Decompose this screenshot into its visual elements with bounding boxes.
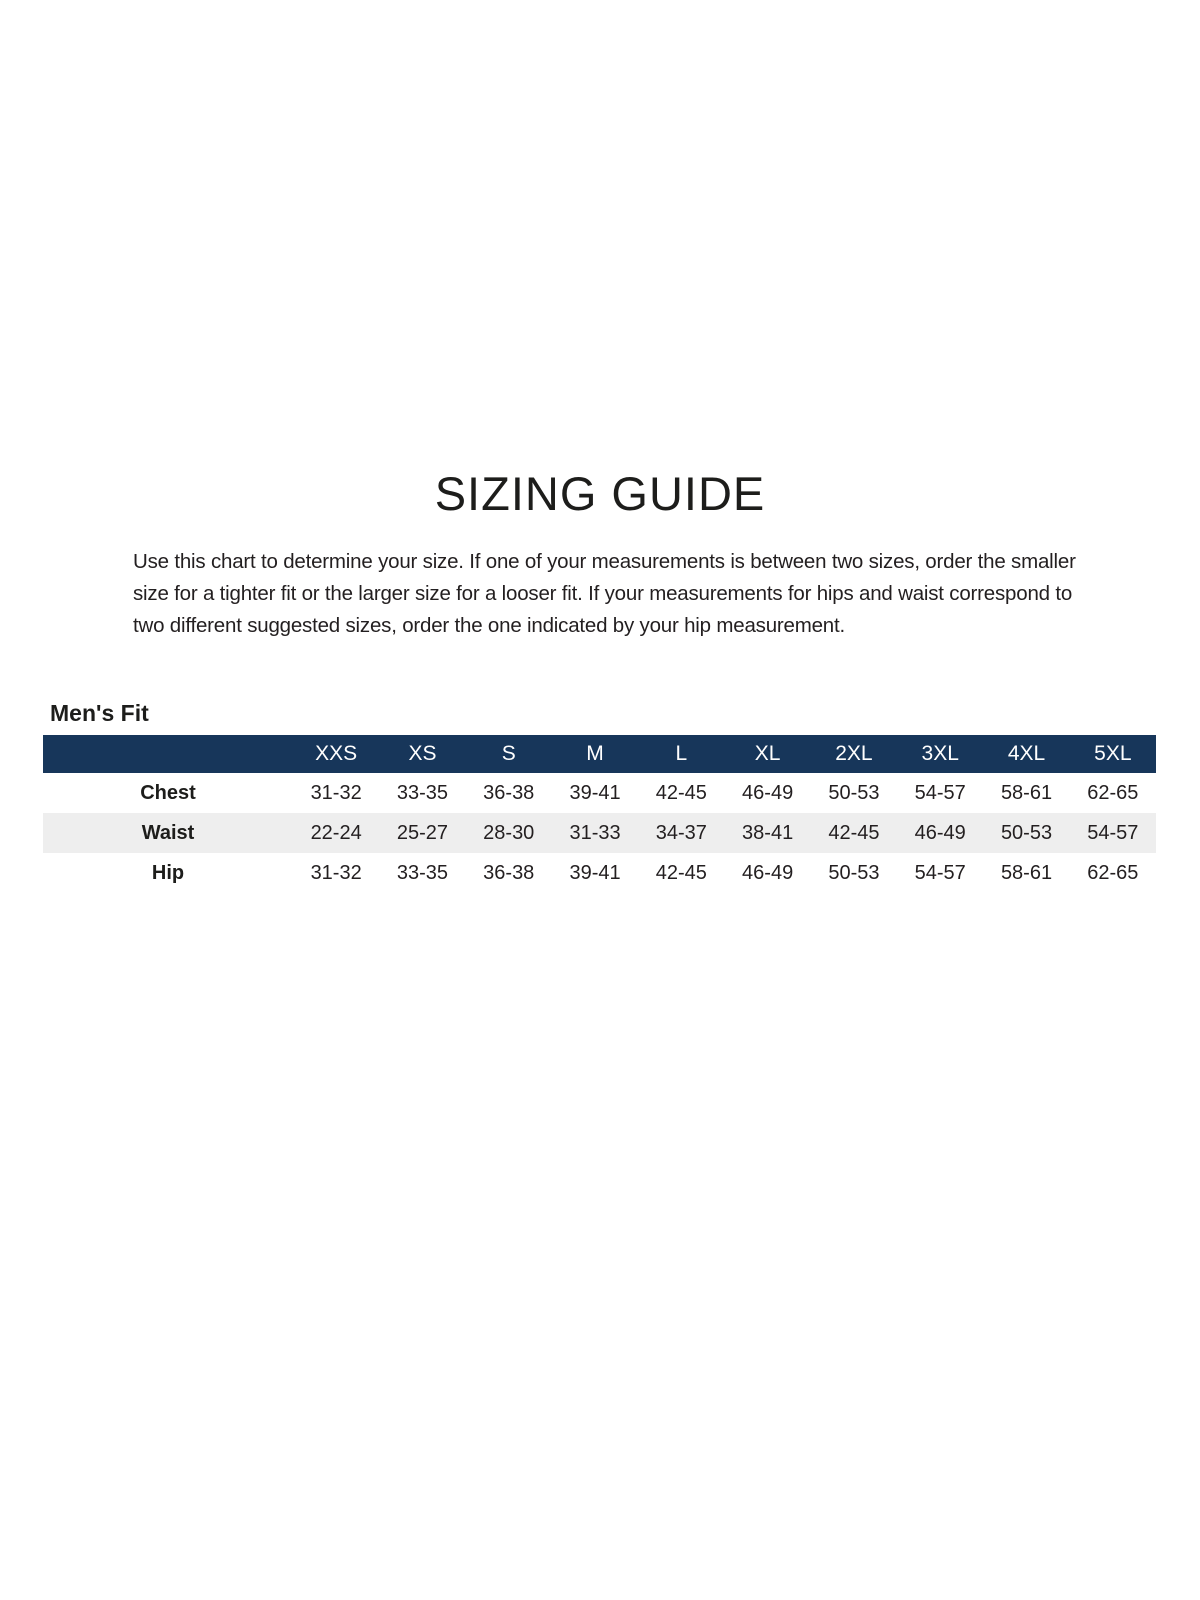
size-value-cell: 42-45: [655, 781, 707, 804]
size-header-row: [43, 735, 1156, 773]
intro-line: size for a tighter fit or the larger size for a looser fit. If your measurements for hips and waist correspond to: [133, 582, 1073, 605]
size-value-cell: 62-65: [1087, 861, 1139, 884]
size-value-cell: 31-33: [569, 821, 621, 844]
size-value-cell: 54-57: [1087, 821, 1139, 844]
intro-line: Use this chart to determine your size. If one of your measurements is between two sizes, order the smaller: [133, 550, 1076, 573]
measurement-row-waist: [43, 813, 1156, 853]
size-header-cell: 5XL: [1094, 742, 1132, 765]
size-value-cell: 38-41: [742, 821, 794, 844]
row-label: Waist: [141, 821, 195, 844]
size-value-cell: 34-37: [655, 821, 707, 844]
measurement-row-chest: [43, 773, 1156, 813]
size-value-cell: 42-45: [828, 821, 880, 844]
size-value-cell: 42-45: [655, 861, 707, 884]
section-label-mens-fit: Men's Fit: [50, 700, 149, 726]
size-header-cell: L: [675, 742, 688, 765]
size-header-cell: XS: [408, 742, 437, 765]
size-value-cell: 62-65: [1087, 781, 1139, 804]
size-header-cell: S: [501, 742, 516, 765]
size-value-cell: 39-41: [569, 781, 621, 804]
size-header-cell: XL: [754, 742, 781, 765]
intro-paragraph: [133, 546, 1083, 642]
size-value-cell: 50-53: [828, 781, 880, 804]
size-value-cell: 46-49: [742, 861, 794, 884]
size-value-cell: 46-49: [742, 781, 794, 804]
row-label: Hip: [151, 861, 185, 884]
size-value-cell: 39-41: [569, 861, 621, 884]
intro-line: two different suggested sizes, order the one indicated by your hip measurement.: [133, 614, 845, 637]
size-value-cell: 58-61: [1000, 861, 1053, 884]
size-header-cell: XXS: [315, 742, 358, 765]
size-value-cell: 46-49: [914, 821, 966, 844]
size-value-cell: 31-32: [310, 861, 362, 884]
size-value-cell: 22-24: [310, 821, 362, 844]
size-value-cell: 33-35: [396, 781, 449, 804]
size-value-cell: 25-27: [396, 821, 449, 844]
size-header-cell: 4XL: [1007, 742, 1046, 765]
size-value-cell: 54-57: [914, 861, 966, 884]
size-header-empty-cell: [43, 735, 293, 773]
measurement-row-hip: [43, 853, 1156, 893]
sizing-table: [43, 735, 1156, 893]
size-header-cell: M: [586, 742, 604, 765]
size-value-cell: 58-61: [1000, 781, 1053, 804]
size-value-cell: 33-35: [396, 861, 449, 884]
size-value-cell: 36-38: [483, 861, 535, 884]
size-value-cell: 28-30: [483, 821, 535, 844]
size-header-cell: 2XL: [835, 742, 873, 765]
size-value-cell: 31-32: [310, 781, 362, 804]
size-value-cell: 50-53: [1000, 821, 1053, 844]
size-value-cell: 54-57: [914, 781, 966, 804]
page-title: SIZING GUIDE: [434, 467, 766, 520]
size-value-cell: 50-53: [828, 861, 880, 884]
size-value-cell: 36-38: [483, 781, 535, 804]
size-header-cell: 3XL: [921, 742, 959, 765]
row-label: Chest: [140, 781, 196, 804]
